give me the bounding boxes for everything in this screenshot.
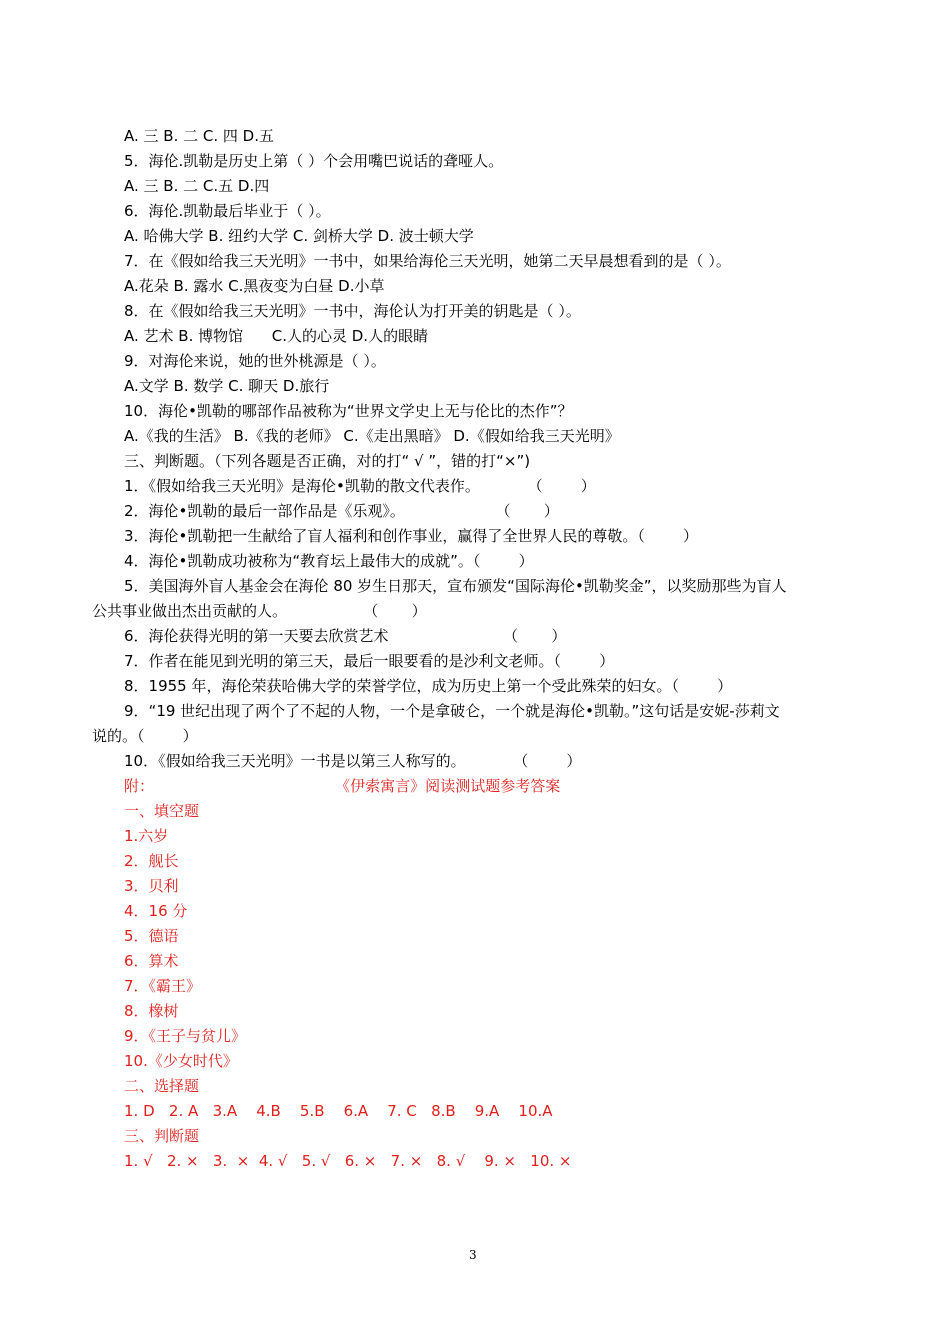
text-line: 8．1955 年，海伦荣获哈佛大学的荣誉学位，成为历史上第一个受此殊荣的妇女。（ ） (124, 677, 733, 695)
text-line: 3．海伦•凯勒把一生献给了盲人福利和创作事业，赢得了全世界人民的尊敬。（ ） (124, 527, 699, 545)
text-line: 10.《少女时代》 (124, 1052, 238, 1070)
text-line: 7．《霸王》 (124, 977, 202, 995)
text-line: A. 哈佛大学 B. 纽约大学 C. 剑桥大学 D. 波士顿大学 (124, 227, 474, 245)
text-line: A.文学 B. 数学 C. 聊天 D.旅行 (124, 377, 330, 395)
text-line: 1．《假如给我三天光明》是海伦•凯勒的散文代表作。 （ ） (124, 477, 596, 495)
text-line: A. 三 B. 二 C. 四 D.五 (124, 127, 274, 145)
text-line: 4．16 分 (124, 902, 188, 920)
text-line: 7．作者在能见到光明的第三天，最后一眼要看的是沙利文老师。（ ） (124, 652, 615, 670)
text-line: 二、选择题 (124, 1077, 200, 1095)
text-line: A. 艺术 B. 博物馆 C.人的心灵 D.人的眼睛 (124, 327, 429, 345)
text-line: 5．德语 (124, 927, 179, 945)
page-number: 3 (469, 1248, 477, 1262)
text-line: 9．“19 世纪出现了两个了不起的人物，一个是拿破仑，一个就是海伦•凯勒。”这句话是安妮-莎莉文 (124, 702, 780, 720)
text-line: A.《我的生活》 B.《我的老师》 C.《走出黑暗》 D.《假如给我三天光明》 (124, 427, 620, 445)
text-line: 10．海伦•凯勒的哪部作品被称为“世界文学史上无与伦比的杰作”？ (124, 402, 573, 420)
text-line: 9．《王子与贫儿》 (124, 1027, 247, 1045)
text-line: A. 三 B. 二 C.五 D.四 (124, 177, 270, 195)
text-line: 三、判断题。（下列各题是否正确，对的打“ √ ”，错的打“×”) (124, 452, 531, 470)
text-line: A.花朵 B. 露水 C.黑夜变为白昼 D.小草 (124, 277, 385, 295)
text-line: 4．海伦•凯勒成功被称为“教育坛上最伟大的成就”。（ ） (124, 552, 534, 570)
text-line: 10．《假如给我三天光明》一书是以第三人称写的。 （ ） (124, 752, 582, 770)
text-line: 2．海伦•凯勒的最后一部作品是《乐观》。 （ ） (124, 502, 559, 520)
text-line: 2．舰长 (124, 852, 179, 870)
text-line: 6．海伦.凯勒最后毕业于（ ）。 (124, 202, 331, 220)
text-line: 7．在《假如给我三天光明》一书中，如果给海伦三天光明，她第二天早晨想看到的是（ ）。 (124, 252, 731, 270)
text-line: 5．海伦.凯勒是历史上第（ ）个会用嘴巴说话的聋哑人。 (124, 152, 504, 170)
text-line: 公共事业做出杰出贡献的人。 （ ） (92, 602, 427, 620)
text-line: 说的。（ ） (92, 727, 198, 745)
text-line: 一、填空题 (124, 802, 200, 820)
text-line: 8．在《假如给我三天光明》一书中，海伦认为打开美的钥匙是（ ）。 (124, 302, 581, 320)
text-line: 1.六岁 (124, 827, 169, 845)
text-line: 9．对海伦来说，她的世外桃源是（ ）。 (124, 352, 386, 370)
text-line: 1. √ 2. × 3. × 4. √ 5. √ 6. × 7. × 8. √ 9. × 10. × (124, 1152, 572, 1170)
text-line: 附： 《伊索寓言》阅读测试题参考答案 (124, 777, 561, 795)
text-line: 8．橡树 (124, 1002, 179, 1020)
text-line: 3．贝利 (124, 877, 179, 895)
text-line: 6．海伦获得光明的第一天要去欣赏艺术 （ ） (124, 627, 567, 645)
text-line: 1. D 2. A 3.A 4.B 5.B 6.A 7. C 8.B 9.A 10.A (124, 1102, 553, 1120)
text-line: 6．算术 (124, 952, 179, 970)
text-line: 5．美国海外盲人基金会在海伦 80 岁生日那天，宣布颁发“国际海伦•凯勒奖金”，以奖励那些为盲人 (124, 577, 787, 595)
text-line: 三、判断题 (124, 1127, 200, 1145)
